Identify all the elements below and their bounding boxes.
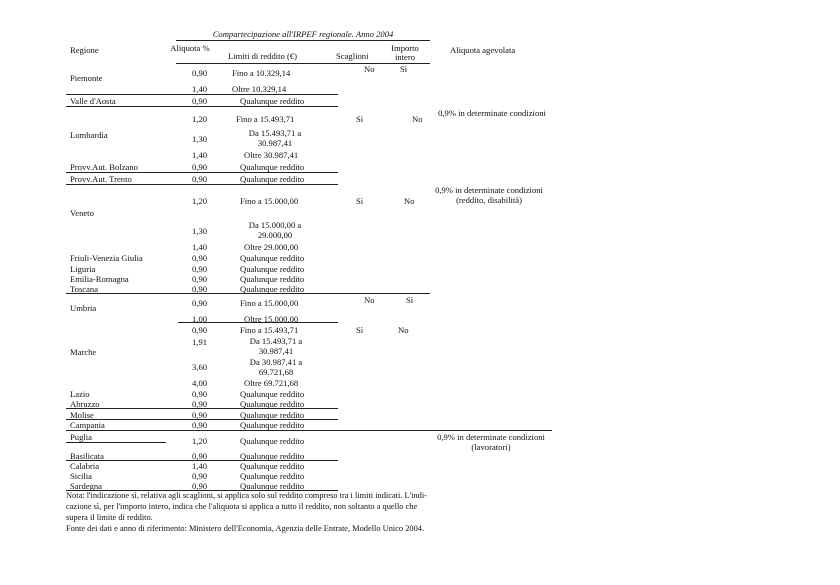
row-rate: 0,90 bbox=[192, 264, 208, 274]
row-rate: 1,30 bbox=[192, 134, 208, 144]
row-rate: 1,20 bbox=[192, 196, 208, 206]
row-region: Campania bbox=[70, 420, 105, 430]
row-concession: 0,9% in determinate condizioni bbox=[438, 108, 546, 118]
row-limit: Qualunque reddito bbox=[240, 284, 305, 294]
row-limit: Oltre 30.987,41 bbox=[244, 150, 299, 160]
row-rate: 0,90 bbox=[192, 481, 208, 491]
row-rule bbox=[66, 184, 338, 185]
note-line-1: Nota: l'indicazione sì, relativa agli scaglioni, si applica solo sul reddito compreso tra i limiti indicati. L'indi- bbox=[66, 491, 427, 500]
row-rule bbox=[66, 430, 552, 431]
row-limit: Fino a 15.000,00 bbox=[240, 298, 299, 308]
row-limit: Qualunque reddito bbox=[240, 174, 305, 184]
row-whole: No bbox=[412, 114, 423, 124]
row-limit: Qualunque reddito bbox=[240, 436, 305, 446]
row-whole: No bbox=[398, 325, 409, 335]
row-brackets: Sì bbox=[356, 325, 364, 335]
source-note: Fonte dei dati e anno di riferimento: Ministero dell'Economia, Agenzia delle Entrate, Modello Unico 2004. bbox=[66, 524, 425, 533]
row-limit: Qualunque reddito bbox=[240, 481, 305, 491]
row-limit: Qualunque reddito bbox=[240, 461, 305, 471]
row-region: Marche bbox=[70, 347, 97, 357]
row-region: Valle d'Aosta bbox=[70, 96, 116, 106]
row-limit: Qualunque reddito bbox=[240, 471, 305, 481]
row-limit: Qualunque reddito bbox=[240, 389, 305, 399]
note-line-2: cazione sì, per l'importo intero, indica che l'aliquota si applica a tutto il reddito, non soltanto a quello che bbox=[66, 502, 418, 511]
header-rule bbox=[176, 63, 430, 64]
header-brackets: Scaglioni bbox=[336, 51, 369, 61]
row-limit: Qualunque reddito bbox=[240, 399, 305, 409]
row-limit: Oltre 29.000,00 bbox=[244, 242, 299, 252]
row-region: Sardegna bbox=[70, 481, 102, 491]
row-rate: 1,40 bbox=[192, 461, 208, 471]
row-rule bbox=[66, 408, 338, 409]
header-rate: Aliquota % bbox=[170, 43, 210, 53]
row-limit: Da 15.493,71 a 30.987,41 bbox=[249, 336, 303, 356]
row-region: Sicilia bbox=[70, 471, 92, 481]
row-rate: 0,90 bbox=[192, 284, 208, 294]
row-brackets: Sì bbox=[356, 196, 364, 206]
row-limit: Qualunque reddito bbox=[240, 162, 305, 172]
row-rate: 0,90 bbox=[192, 389, 208, 399]
row-limit: Qualunque reddito bbox=[240, 96, 305, 106]
row-rule bbox=[178, 322, 338, 323]
row-limit: Qualunque reddito bbox=[240, 264, 305, 274]
row-rate: 0,90 bbox=[192, 471, 208, 481]
row-brackets: No bbox=[364, 295, 375, 305]
row-rate: 0,90 bbox=[192, 96, 208, 106]
row-region: Toscana bbox=[70, 284, 99, 294]
row-rate: 0,90 bbox=[192, 399, 208, 409]
row-rate: 0,90 bbox=[192, 410, 208, 420]
header-whole-amount: Importo intero bbox=[391, 43, 419, 62]
row-rate: 0,90 bbox=[192, 68, 208, 78]
row-whole: Sì bbox=[406, 295, 414, 305]
row-whole: No bbox=[404, 196, 415, 206]
table-title: Compartecipazione all'IRPEF regionale. Anno 2004 bbox=[212, 29, 394, 39]
row-region: Friuli-Venezia Giulia bbox=[70, 253, 143, 263]
row-limit: Da 15.493,71 a 30.987,41 bbox=[248, 128, 302, 148]
row-brackets: Sì bbox=[356, 114, 364, 124]
row-whole: Sì bbox=[400, 64, 408, 74]
row-rule bbox=[66, 293, 430, 294]
row-rate: 0,90 bbox=[192, 274, 208, 284]
row-limit: Oltre 15.000,00 bbox=[244, 314, 299, 324]
row-rate: 0,90 bbox=[192, 298, 208, 308]
row-rate: 1,30 bbox=[192, 226, 208, 236]
row-rule bbox=[66, 442, 166, 443]
row-region: Lazio bbox=[70, 389, 90, 399]
row-region: Piemonte bbox=[70, 73, 103, 83]
row-rate: 0,90 bbox=[192, 325, 208, 335]
row-rate: 1,40 bbox=[192, 84, 208, 94]
row-region: Puglia bbox=[70, 432, 92, 442]
row-rule bbox=[66, 106, 338, 107]
row-rule bbox=[66, 94, 338, 95]
row-limit: Qualunque reddito bbox=[240, 420, 305, 430]
row-limit: Qualunque reddito bbox=[240, 253, 305, 263]
row-rate: 1,40 bbox=[192, 242, 208, 252]
header-limits: Limiti di reddito (€) bbox=[228, 51, 297, 61]
row-rate: 1,91 bbox=[192, 337, 208, 347]
row-region: Provv.Aut. Trento bbox=[70, 174, 132, 184]
row-rate: 1,20 bbox=[192, 114, 208, 124]
row-concession: 0,9% in determinate condizioni (lavoratori) bbox=[437, 432, 545, 452]
row-limit: Oltre 10.329,14 bbox=[232, 84, 287, 94]
row-limit: Da 30.987,41 a 69.721,68 bbox=[249, 357, 303, 377]
row-limit: Fino a 15.000,00 bbox=[240, 196, 299, 206]
header-concession: Aliquota agevolata bbox=[450, 45, 516, 55]
row-region: Calabria bbox=[70, 461, 100, 471]
row-region: Abruzzo bbox=[70, 399, 100, 409]
row-region: Veneto bbox=[70, 208, 94, 218]
row-limit: Oltre 69.721,68 bbox=[244, 378, 299, 388]
row-rate: 0,90 bbox=[192, 253, 208, 263]
row-rate: 0,90 bbox=[192, 420, 208, 430]
row-region: Umbria bbox=[70, 303, 97, 313]
title-rule bbox=[176, 40, 430, 41]
row-limit: Qualunque reddito bbox=[240, 274, 305, 284]
row-rule bbox=[66, 172, 338, 173]
row-rate: 0,90 bbox=[192, 174, 208, 184]
row-region: Liguria bbox=[70, 264, 96, 274]
row-region: Provv.Aut. Bolzano bbox=[70, 162, 138, 172]
row-region: Lombardia bbox=[70, 130, 108, 140]
row-region: Emilia-Romagna bbox=[70, 274, 129, 284]
row-rate: 1,20 bbox=[192, 436, 208, 446]
row-limit: Fino a 15.493,71 bbox=[240, 325, 299, 335]
row-limit: Qualunque reddito bbox=[240, 410, 305, 420]
row-brackets: No bbox=[364, 64, 375, 74]
row-limit: Fino a 10.329,14 bbox=[232, 68, 291, 78]
note-line-3: supera il limite di reddito. bbox=[66, 513, 153, 522]
row-limit: Fino a 15.493,71 bbox=[236, 114, 295, 124]
row-rate: 4,00 bbox=[192, 378, 208, 388]
row-region: Molise bbox=[70, 410, 94, 420]
row-rate: 1,40 bbox=[192, 150, 208, 160]
row-rate: 0,90 bbox=[192, 451, 208, 461]
row-rate: 0,90 bbox=[192, 162, 208, 172]
row-limit: Qualunque reddito bbox=[240, 451, 305, 461]
row-region: Basilicata bbox=[70, 451, 104, 461]
row-rate: 3,60 bbox=[192, 362, 208, 372]
row-limit: Da 15.000,00 a 29.000,00 bbox=[248, 220, 302, 240]
row-concession: 0,9% in determinate condizioni (reddito, disabilità) bbox=[435, 185, 543, 205]
header-region: Regione bbox=[70, 45, 99, 55]
row-rate: 1,00 bbox=[192, 314, 208, 324]
